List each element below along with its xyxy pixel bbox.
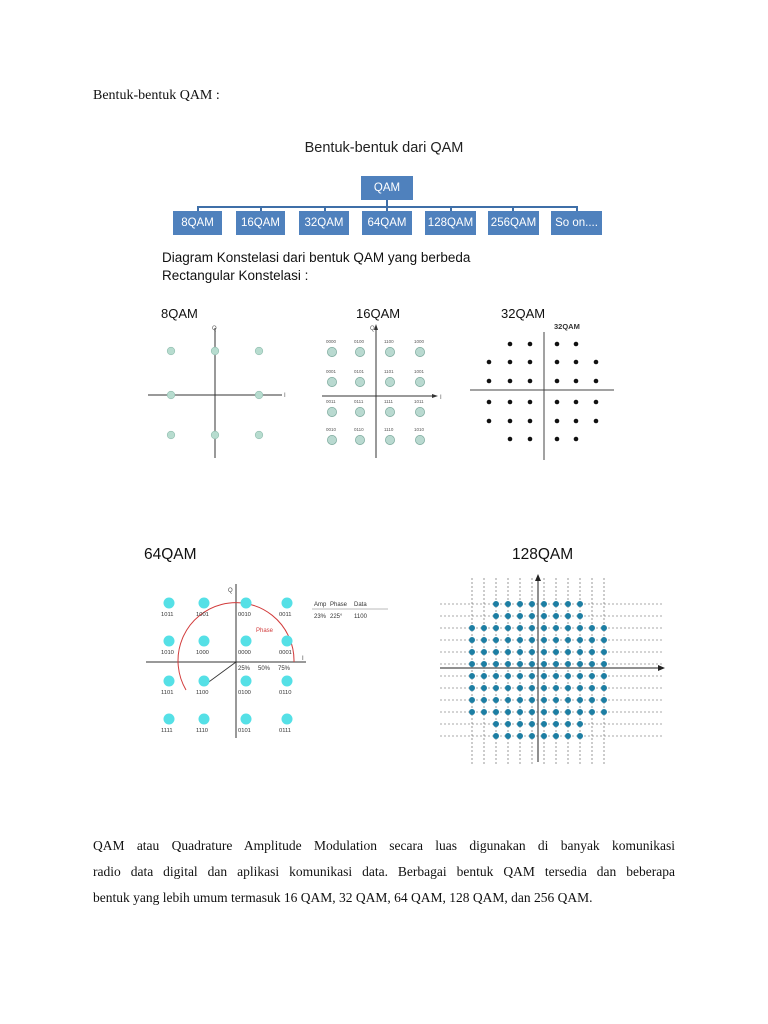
bit-label: 0011	[279, 612, 292, 618]
constellation-point	[541, 625, 547, 631]
constellation-point	[541, 709, 547, 715]
constellation-point	[211, 347, 219, 355]
constellation-point	[565, 733, 571, 739]
constellation-point	[574, 360, 579, 365]
qam32-inner-label: 32QAM	[554, 322, 580, 331]
constellation-point	[517, 673, 523, 679]
tree-root-box: QAM	[361, 176, 413, 200]
bit-label: 1110	[196, 728, 209, 734]
constellation-point	[493, 625, 499, 631]
constellation-point	[355, 377, 364, 386]
constellation-point	[508, 419, 513, 424]
constellation-point	[594, 419, 599, 424]
constellation-point	[589, 649, 595, 655]
constellation-point	[529, 697, 535, 703]
tree-child-box: 256QAM	[488, 211, 539, 235]
constellation-point	[505, 685, 511, 691]
bit-label: 1100	[196, 690, 209, 696]
constellation-point	[517, 697, 523, 703]
paragraph-line: QAM atau Quadrature Amplitude Modulation secara luas digunakan di banyak komunikasi	[93, 838, 675, 853]
bit-label: 0101	[238, 728, 251, 734]
qam64-label: 64QAM	[144, 546, 197, 563]
constellation-point	[493, 709, 499, 715]
constellation-point	[282, 676, 293, 687]
constellation-point	[505, 649, 511, 655]
constellation-point	[577, 649, 583, 655]
bit-label: 1000	[414, 339, 425, 344]
bit-label: 1110	[384, 427, 394, 432]
constellation-point	[553, 721, 559, 727]
constellation-point	[505, 661, 511, 667]
table-value: 23%	[314, 614, 327, 620]
constellation-point	[555, 342, 560, 347]
constellation-point	[505, 613, 511, 619]
constellation-point	[505, 625, 511, 631]
q-axis-label: Q	[212, 326, 217, 332]
constellation-point	[594, 379, 599, 384]
constellation-point	[469, 661, 475, 667]
constellation-point	[167, 431, 175, 439]
constellation-point	[555, 437, 560, 442]
bit-label: 1100	[384, 339, 394, 344]
constellation-point	[487, 360, 492, 365]
constellation-point	[355, 407, 364, 416]
subtitle-line: Rectangular Konstelasi :	[162, 268, 309, 283]
bit-label: 1101	[161, 690, 174, 696]
constellation-point	[517, 733, 523, 739]
constellation-point	[415, 435, 424, 444]
constellation-point	[555, 379, 560, 384]
constellation-point	[529, 649, 535, 655]
bit-label: 0011	[326, 399, 336, 404]
constellation-point	[385, 377, 394, 386]
qam16-points	[326, 339, 425, 445]
constellation-point	[565, 697, 571, 703]
constellation-point	[469, 673, 475, 679]
constellation-point	[577, 685, 583, 691]
constellation-point	[541, 613, 547, 619]
constellation-point	[493, 721, 499, 727]
bit-label: 0101	[354, 369, 365, 374]
constellation-point	[517, 661, 523, 667]
constellation-point	[541, 673, 547, 679]
constellation-point	[327, 407, 336, 416]
constellation-point	[565, 661, 571, 667]
constellation-point	[528, 400, 533, 405]
constellation-point	[327, 347, 336, 356]
constellation-point	[528, 360, 533, 365]
i-axis-label: I	[284, 393, 286, 399]
constellation-point	[574, 419, 579, 424]
constellation-point	[541, 649, 547, 655]
constellation-point	[565, 685, 571, 691]
constellation-point	[164, 598, 175, 609]
constellation-point	[487, 379, 492, 384]
constellation-point	[505, 601, 511, 607]
arrow-right-icon	[658, 665, 665, 671]
constellation-point	[517, 649, 523, 655]
bit-label: 1111	[161, 728, 173, 734]
constellation-point	[164, 714, 175, 725]
constellation-point	[241, 676, 252, 687]
constellation-point	[565, 721, 571, 727]
constellation-point	[355, 435, 364, 444]
constellation-point	[589, 685, 595, 691]
constellation-point	[481, 625, 487, 631]
constellation-point	[517, 637, 523, 643]
constellation-point	[469, 685, 475, 691]
constellation-point	[529, 685, 535, 691]
constellation-point	[565, 625, 571, 631]
percent-label: 50%	[258, 666, 271, 672]
constellation-point	[505, 721, 511, 727]
constellation-point	[487, 419, 492, 424]
constellation-point	[565, 637, 571, 643]
constellation-point	[493, 601, 499, 607]
constellation-point	[529, 733, 535, 739]
constellation-point	[167, 347, 175, 355]
constellation-point	[493, 697, 499, 703]
constellation-point	[508, 400, 513, 405]
tree-child-box: 8QAM	[173, 211, 222, 235]
constellation-point	[565, 613, 571, 619]
bit-label: 0100	[354, 339, 365, 344]
constellation-point	[601, 625, 607, 631]
bit-label: 0111	[354, 399, 364, 404]
constellation-point	[577, 673, 583, 679]
constellation-point	[327, 377, 336, 386]
constellation-point	[553, 649, 559, 655]
constellation-point	[415, 407, 424, 416]
constellation-point	[541, 661, 547, 667]
constellation-point	[577, 625, 583, 631]
constellation-point	[469, 649, 475, 655]
constellation-point	[565, 709, 571, 715]
constellation-point	[493, 673, 499, 679]
constellation-point	[508, 437, 513, 442]
bit-label: 1010	[161, 650, 174, 656]
bit-label: 0100	[238, 690, 251, 696]
constellation-point	[528, 379, 533, 384]
bit-label: 1111	[384, 399, 394, 404]
constellation-point	[481, 637, 487, 643]
constellation-point	[601, 697, 607, 703]
percent-label: 25%	[238, 666, 251, 672]
constellation-point	[493, 613, 499, 619]
qam8-constellation	[140, 322, 290, 462]
tree-title: Bentuk-bentuk dari QAM	[304, 140, 464, 156]
constellation-point	[517, 601, 523, 607]
constellation-point	[282, 598, 293, 609]
constellation-point	[601, 649, 607, 655]
constellation-point	[355, 347, 364, 356]
paragraph-line: radio data digital dan aplikasi komunikasi data. Berbagai bentuk QAM tersedia dan beberapa	[93, 864, 675, 879]
qam32-label: 32QAM	[501, 306, 546, 321]
i-axis-label: I	[440, 395, 442, 401]
constellation-point	[517, 613, 523, 619]
constellation-point	[529, 709, 535, 715]
constellation-point	[493, 661, 499, 667]
constellation-point	[529, 673, 535, 679]
constellation-point	[574, 342, 579, 347]
constellation-point	[553, 661, 559, 667]
bit-label: 0001	[326, 369, 337, 374]
constellation-point	[505, 637, 511, 643]
constellation-point	[601, 661, 607, 667]
constellation-point	[555, 400, 560, 405]
bit-label: 0000	[326, 339, 337, 344]
bit-label: 1001	[196, 612, 209, 618]
table-header: Amp	[314, 602, 327, 608]
constellation-point	[574, 437, 579, 442]
bit-label: 0110	[354, 427, 364, 432]
constellation-point	[529, 661, 535, 667]
constellation-point	[577, 733, 583, 739]
constellation-point	[241, 636, 252, 647]
constellation-point	[577, 697, 583, 703]
bit-label: 0010	[238, 612, 251, 618]
constellation-point	[574, 379, 579, 384]
bit-label: 1011	[414, 399, 424, 404]
arrow-up-icon	[535, 574, 541, 581]
bit-label: 1010	[414, 427, 425, 432]
constellation-point	[541, 697, 547, 703]
constellation-point	[541, 601, 547, 607]
constellation-point	[601, 709, 607, 715]
constellation-point	[589, 709, 595, 715]
constellation-point	[517, 721, 523, 727]
constellation-point	[589, 673, 595, 679]
constellation-point	[555, 360, 560, 365]
constellation-point	[577, 601, 583, 607]
constellation-point	[211, 431, 219, 439]
tree-child-box: 32QAM	[299, 211, 349, 235]
bit-label: 0111	[279, 728, 292, 734]
constellation-point	[255, 431, 263, 439]
constellation-point	[553, 709, 559, 715]
table-header: Data	[354, 602, 367, 608]
constellation-point	[574, 400, 579, 405]
constellation-point	[481, 673, 487, 679]
bit-label: 0000	[238, 650, 251, 656]
constellation-point	[505, 673, 511, 679]
constellation-point	[517, 685, 523, 691]
constellation-point	[415, 377, 424, 386]
constellation-point	[469, 637, 475, 643]
constellation-point	[493, 649, 499, 655]
bit-label: 1101	[384, 369, 394, 374]
constellation-point	[553, 601, 559, 607]
paragraph-line: bentuk yang lebih umum termasuk 16 QAM, 32 QAM, 64 QAM, 128 QAM, dan 256 QAM.	[93, 890, 593, 905]
qam128-label: 128QAM	[512, 546, 574, 563]
qam64-constellation	[144, 578, 388, 742]
constellation-point	[199, 714, 210, 725]
constellation-point	[541, 733, 547, 739]
constellation-point	[385, 407, 394, 416]
constellation-point	[577, 709, 583, 715]
constellation-point	[528, 437, 533, 442]
constellation-point	[555, 419, 560, 424]
constellation-point	[565, 649, 571, 655]
constellation-point	[553, 733, 559, 739]
table-value: 225°	[330, 614, 343, 620]
qam16-label: 16QAM	[356, 306, 401, 321]
constellation-point	[505, 733, 511, 739]
constellation-point	[327, 435, 336, 444]
constellation-point	[469, 625, 475, 631]
qam32-constellation	[466, 318, 618, 462]
constellation-point	[565, 601, 571, 607]
constellation-point	[517, 709, 523, 715]
constellation-point	[601, 673, 607, 679]
constellation-point	[529, 625, 535, 631]
qam128-constellation	[436, 572, 668, 766]
constellation-point	[517, 625, 523, 631]
constellation-point	[594, 360, 599, 365]
bit-label: 1000	[196, 650, 209, 656]
constellation-point	[529, 601, 535, 607]
constellation-point	[164, 636, 175, 647]
percent-label: 75%	[278, 666, 291, 672]
constellation-point	[469, 709, 475, 715]
constellation-point	[481, 709, 487, 715]
constellation-point	[553, 673, 559, 679]
constellation-point	[565, 673, 571, 679]
constellation-point	[529, 721, 535, 727]
constellation-point	[481, 697, 487, 703]
constellation-point	[282, 636, 293, 647]
constellation-point	[255, 391, 263, 399]
constellation-point	[508, 360, 513, 365]
constellation-point	[282, 714, 293, 725]
constellation-point	[481, 661, 487, 667]
constellation-point	[415, 347, 424, 356]
constellation-point	[385, 435, 394, 444]
constellation-point	[553, 697, 559, 703]
constellation-point	[508, 379, 513, 384]
bit-label: 0010	[326, 427, 337, 432]
bit-label: 0110	[279, 690, 292, 696]
constellation-point	[528, 419, 533, 424]
i-axis-label: I	[302, 656, 304, 662]
constellation-point	[199, 598, 210, 609]
constellation-point	[493, 733, 499, 739]
constellation-point	[589, 697, 595, 703]
constellation-point	[577, 661, 583, 667]
tree-child-box: So on....	[551, 211, 602, 235]
qam16-constellation	[318, 322, 448, 462]
constellation-point	[589, 661, 595, 667]
constellation-subtitle	[162, 249, 470, 285]
tree-child-box: 16QAM	[236, 211, 285, 235]
constellation-point	[553, 613, 559, 619]
constellation-point	[541, 685, 547, 691]
constellation-point	[481, 685, 487, 691]
constellation-point	[589, 637, 595, 643]
qam128-grid	[440, 578, 664, 764]
subtitle-line: Diagram Konstelasi dari bentuk QAM yang berbeda	[162, 250, 471, 265]
constellation-point	[541, 637, 547, 643]
constellation-point	[508, 342, 513, 347]
constellation-point	[553, 625, 559, 631]
qam8-label: 8QAM	[161, 306, 198, 321]
table-value: 1100	[354, 614, 367, 620]
constellation-point	[529, 637, 535, 643]
constellation-point	[487, 400, 492, 405]
table-header: Phase	[330, 602, 348, 608]
tree-child-box: 64QAM	[362, 211, 412, 235]
constellation-point	[541, 721, 547, 727]
constellation-point	[164, 676, 175, 687]
constellation-point	[241, 598, 252, 609]
constellation-point	[199, 636, 210, 647]
bit-label: 1011	[161, 612, 174, 618]
q-axis-label: Q	[228, 588, 233, 594]
constellation-point	[601, 685, 607, 691]
page-heading: Bentuk-bentuk QAM :	[93, 88, 220, 103]
arrow-right-icon	[432, 394, 438, 398]
constellation-point	[577, 613, 583, 619]
constellation-point	[493, 637, 499, 643]
constellation-point	[493, 685, 499, 691]
tree-child-box: 128QAM	[425, 211, 476, 235]
constellation-point	[553, 685, 559, 691]
constellation-point	[594, 400, 599, 405]
constellation-point	[528, 342, 533, 347]
constellation-point	[167, 391, 175, 399]
constellation-point	[577, 721, 583, 727]
constellation-point	[601, 637, 607, 643]
constellation-point	[385, 347, 394, 356]
constellation-point	[529, 613, 535, 619]
bit-label: 1001	[414, 369, 425, 374]
constellation-point	[255, 347, 263, 355]
constellation-point	[241, 714, 252, 725]
constellation-point	[553, 637, 559, 643]
phase-label: Phase	[256, 628, 274, 634]
constellation-point	[505, 709, 511, 715]
body-paragraph	[93, 833, 675, 911]
constellation-point	[199, 676, 210, 687]
bit-label: 0001	[279, 650, 292, 656]
constellation-point	[505, 697, 511, 703]
constellation-point	[481, 649, 487, 655]
q-axis-label: Q	[370, 326, 375, 332]
constellation-point	[577, 637, 583, 643]
qam32-points	[487, 342, 599, 442]
constellation-point	[469, 697, 475, 703]
constellation-point	[589, 625, 595, 631]
